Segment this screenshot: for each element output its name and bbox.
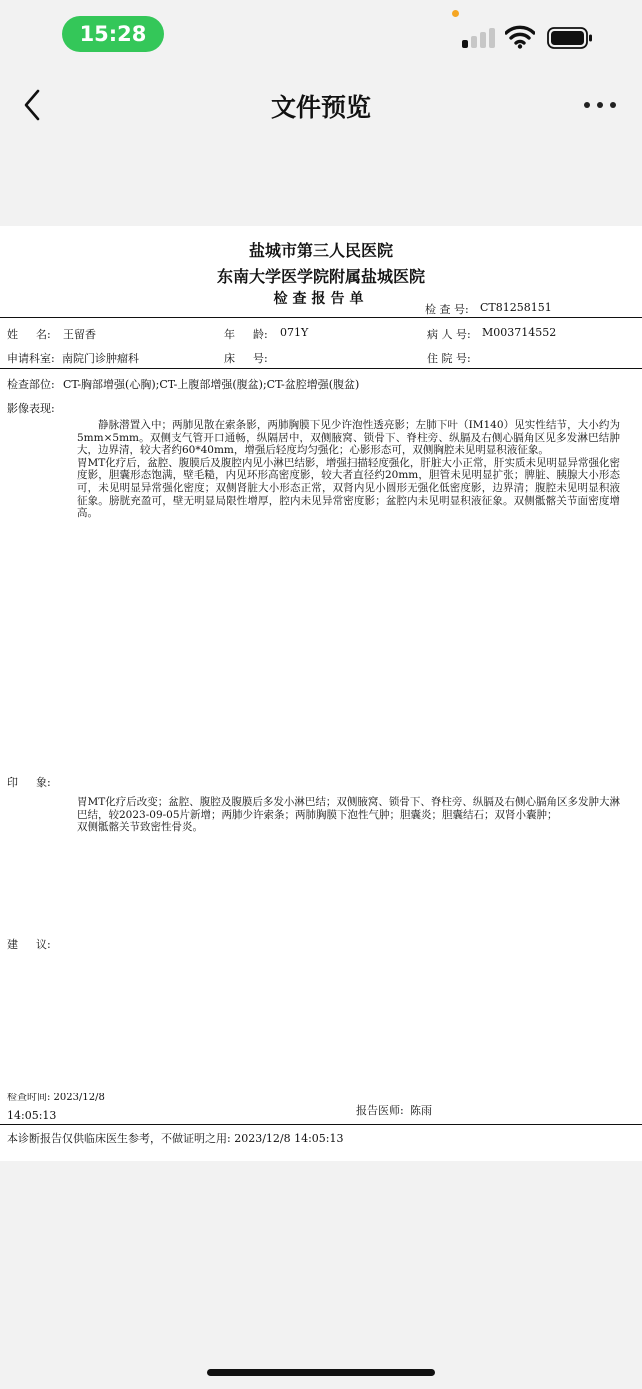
wifi-icon [505,25,535,49]
status-time[interactable]: 15:28 [62,16,164,52]
age-label: 年 龄: [224,328,268,341]
bed-label: 床 号: [224,352,268,365]
battery-icon [547,27,593,49]
name-label: 姓 名: [7,328,51,341]
nav-bar [0,72,642,138]
impression-text [77,796,620,834]
divider [0,368,642,369]
page-title: 文件预览 [270,93,371,122]
status-bar [0,0,642,70]
exam-time-label: 检查时间: 2023/12/8 [7,1093,105,1101]
hospital-name-secondary: 东南大学医学院附属盐城医院 [216,267,425,286]
hospital-name: 盐城市第三人民医院 [248,241,393,260]
signal-icon [462,28,496,48]
privacy-indicator-dot [452,10,459,17]
exam-no: CT81258151 [480,301,552,314]
doctor-label: 报告医师: [356,1104,404,1117]
disclaimer: 本诊断报告仅供临床医生参考，不做证明之用: 2023/12/8 14:05:13 [7,1132,344,1145]
home-indicator[interactable] [207,1369,435,1376]
report-title: 检查报告单 [273,291,369,307]
patient-no-label: 病 人 号: [427,328,471,341]
exam-part: CT-胸部增强(心胸);CT-上腹部增强(腹盆);CT-盆腔增强(腹盆) [63,378,360,391]
dept: 南院门诊肿瘤科 [62,352,139,365]
advice-label: 建 议: [7,938,51,951]
patient-no: M003714552 [482,326,557,339]
dept-label: 申请科室: [7,352,55,365]
divider [0,317,642,318]
divider [0,1124,642,1125]
more-horizontal-icon[interactable] [584,100,616,110]
impression-label: 印 象: [7,776,51,789]
impression-paragraph: 胃MT化疗后改变；盆腔、腹腔及腹膜后多发小淋巴结；双侧腋窝、锁骨下、脊柱旁、纵膈及右侧心膈角区多发肿大淋巴结，较2023-09-05片新增；两肺少许索条；两肺胸膜下泡性气肿；胆囊炎；胆囊结石；双肾小囊肿； [77,796,620,821]
exam-time: 14:05:13 [7,1109,57,1122]
patient-name: 王留香 [63,328,96,341]
exam-part-label: 检查部位: [7,378,55,391]
doctor-name: 陈雨 [410,1104,432,1117]
findings-paragraph: 胃MT化疗后，盆腔、腹膜后及腹腔内见小淋巴结影，增强扫描轻度强化，肝脏大小正常，肝实质未见明显异常强化密度影，胆囊形态饱满，壁毛糙，内见环形高密度影，较大者直径约20mm，胆管未见明显扩张；脾脏、胰腺大小形态可，未见明显异常强化密度；双侧肾脏大小形态正常，双肾内见小圆形无强化低密度影，边界清；腹腔未见明显积液征象。膀胱充盈可，壁无明显局限性增厚，腔内未见异常密度影；盆腔内未见明显积液征象。双侧骶髂关节面密度增高。 [77,456,620,520]
admission-label: 住 院 号: [427,352,471,365]
findings-label: 影像表现: [7,402,55,415]
patient-age: 071Y [280,326,309,339]
report-document[interactable] [0,226,642,1161]
impression-paragraph: 双侧骶髂关节致密性骨炎。 [77,821,203,834]
findings-paragraph: 静脉潜置入中；两肺见散在索条影，两肺胸膜下见少许泡性透亮影；左肺下叶（IM140）见实性结节，大小约为5mm×5mm。双侧支气管开口通畅，纵隔居中，双侧腋窝、锁骨下、脊柱旁、纵膈及右侧心膈角区见多发淋巴结肿大，边界清，较大者约60*40mm，增强后轻度均匀强化；心影形态可，双侧胸腔未见明显积液征象。 [77,419,620,457]
findings-text [77,419,620,520]
exam-no-label: 检 查 号: [425,303,469,316]
